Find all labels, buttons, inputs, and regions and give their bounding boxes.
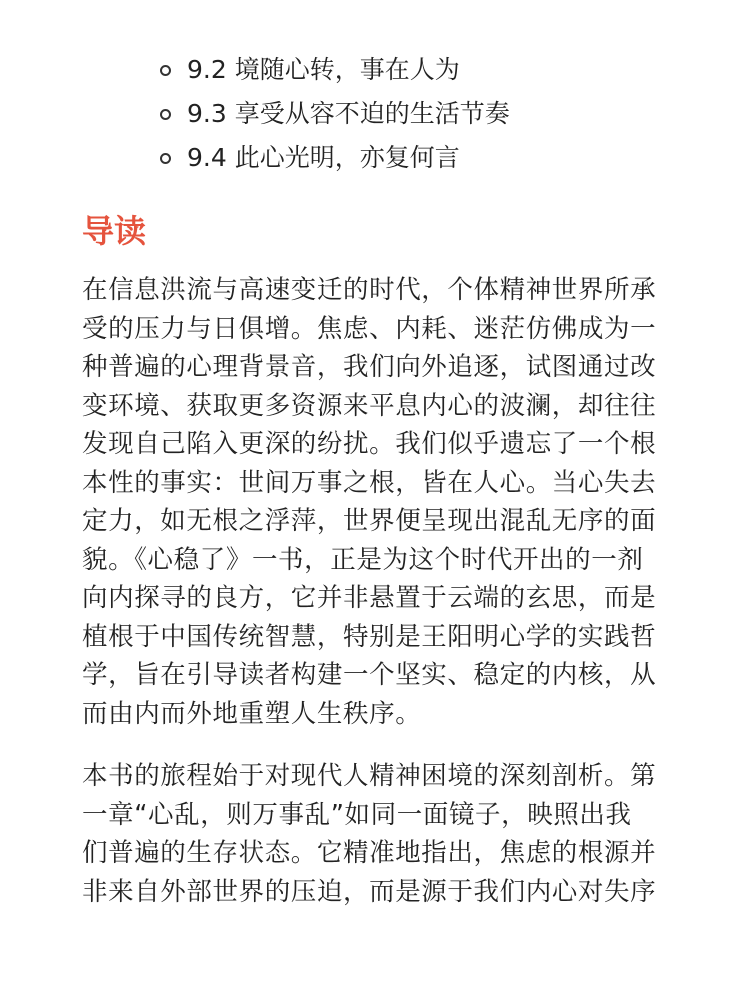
- paragraph-line: 发现自己陷入更深的纷扰。我们似乎遗忘了一个根: [82, 429, 657, 459]
- toc-item[interactable]: [160, 136, 510, 180]
- toc-item-label: 9.3 享受从容不迫的生活节奏: [187, 99, 510, 128]
- intro-paragraph: [82, 271, 672, 733]
- toc-item[interactable]: [160, 92, 510, 136]
- toc-item[interactable]: [160, 48, 510, 92]
- circle-bullet-icon: [160, 153, 171, 164]
- paragraph-line: 定力，如无根之浮萍，世界便呈现出混乱无序的面: [82, 506, 657, 536]
- paragraph-line: 受的压力与日俱增。焦虑、内耗、迷茫仿佛成为一: [82, 313, 657, 344]
- paragraph-line: 在信息洪流与高速变迁的时代，个体精神世界所承: [82, 275, 657, 305]
- paragraph-line: 学，旨在引导读者构建一个坚实、稳定的内核，从: [82, 660, 657, 690]
- circle-bullet-icon: [160, 109, 171, 120]
- paragraph-line: 一章“心乱，则万事乱”如同一面镜子，映照出我: [82, 799, 632, 830]
- paragraph-line: 向内探寻的良方，它并非悬置于云端的玄思，而是: [82, 583, 657, 613]
- toc-item-label: 9.2 境随心转，事在人为: [187, 55, 460, 84]
- paragraph-line: 们普遍的生存状态。它精准地指出，焦虑的根源并: [82, 838, 657, 868]
- paragraph-line: 变环境、获取更多资源来平息内心的波澜，却往往: [82, 390, 657, 421]
- paragraph-line: 植根于中国传统智慧，特别是王阳明心学的实践哲: [82, 621, 657, 652]
- paragraph-line: 而由内而外地重塑人生秩序。: [82, 698, 422, 729]
- paragraph-line: 貌。《心稳了》一书，正是为这个时代开出的一剂: [82, 544, 644, 575]
- circle-bullet-icon: [160, 65, 171, 76]
- paragraph-line: 非来自外部世界的压迫，而是源于我们内心对失序: [82, 876, 657, 907]
- paragraph-line: 本性的事实：世间万事之根，皆在人心。当心失去: [82, 467, 657, 498]
- body-paragraph: [82, 757, 672, 911]
- paragraph-line: 种普遍的心理背景音，我们向外追逐，试图通过改: [82, 352, 657, 382]
- toc-list: [160, 48, 510, 180]
- paragraph-line: 本书的旅程始于对现代人精神困境的深刻剖析。第: [82, 761, 657, 791]
- toc-item-label: 9.4 此心光明，亦复何言: [187, 143, 460, 172]
- section-heading: 导读: [82, 212, 147, 250]
